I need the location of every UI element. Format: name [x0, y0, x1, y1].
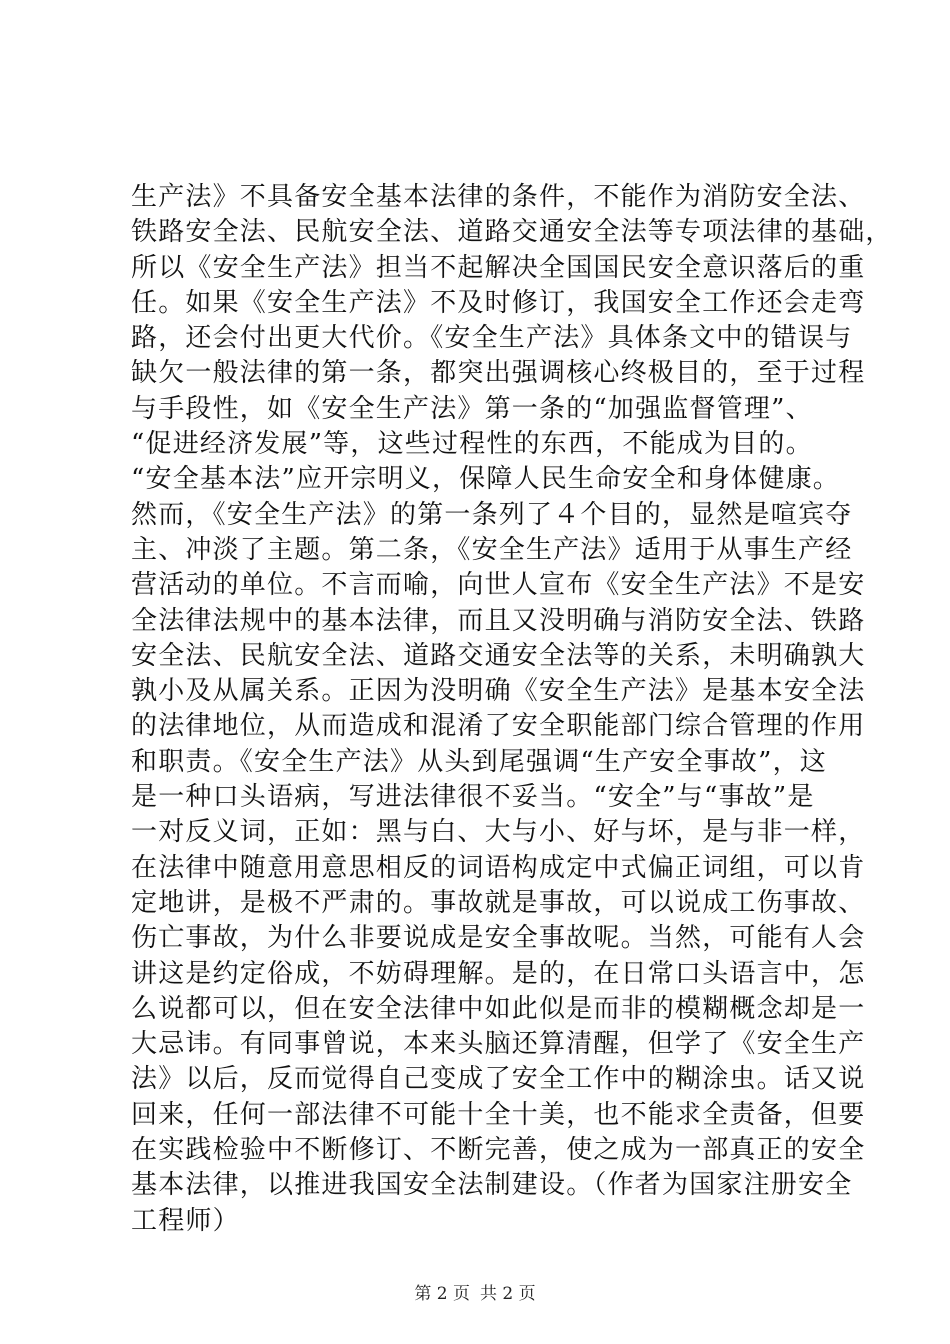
text-line: 讲这是约定俗成，不妨碍理解。是的，在日常口头语言中，怎: [131, 958, 866, 989]
text-line: “促进经济发展”等，这些过程性的东西，不能成为目的。: [131, 429, 813, 460]
text-line: 生产法》不具备安全基本法律的条件，不能作为消防安全法、: [131, 182, 866, 212]
text-line: “安全基本法”应开宗明义，保障人民生命安全和身体健康。: [131, 464, 840, 495]
text-line: 路，还会付出更大代价。《安全生产法》具体条文中的错误与: [131, 323, 853, 354]
body-text: [131, 180, 893, 1239]
text-line: 大忌讳。有同事曾说，本来头脑还算清醒，但学了《安全生产: [131, 1029, 866, 1060]
text-line: 安全法、民航安全法、道路交通安全法等的关系，未明确孰大: [131, 640, 866, 671]
text-line: 主、冲淡了主题。第二条，《安全生产法》适用于从事生产经: [131, 534, 853, 565]
text-line: 所以《安全生产法》担当不起解决全国国民安全意识落后的重: [131, 252, 866, 283]
text-line: 基本法律，以推进我国安全法制建设。（作者为国家注册安全: [131, 1170, 853, 1201]
text-line: 回来，任何一部法律不可能十全十美，也不能求全责备，但要: [131, 1099, 866, 1130]
text-line: 法》以后，反而觉得自己变成了安全工作中的糊涂虫。话又说: [131, 1064, 866, 1095]
text-line: 的法律地位，从而造成和混淆了安全职能部门综合管理的作用: [131, 711, 866, 742]
text-line: 工程师）: [131, 1205, 240, 1236]
text-line: 与手段性，如《安全生产法》第一条的“加强监督管理”、: [131, 393, 813, 424]
text-line: 铁路安全法、民航安全法、道路交通安全法等专项法律的基础，: [131, 217, 893, 248]
page-footer: [0, 1283, 950, 1305]
text-line: 定地讲，是极不严肃的。事故就是事故，可以说成工伤事故、: [131, 887, 866, 918]
text-line: 在法律中随意用意思相反的词语构成定中式偏正词组，可以肯: [131, 852, 866, 883]
text-line: 然而，《安全生产法》的第一条列了４个目的，显然是喧宾夺: [131, 499, 853, 530]
text-line: 任。如果《安全生产法》不及时修订，我国安全工作还会走弯: [131, 287, 866, 318]
text-line: 是一种口头语病，写进法律很不妥当。“安全”与“事故”是: [131, 782, 815, 813]
text-line: 孰小及从属关系。正因为没明确《安全生产法》是基本安全法: [131, 676, 866, 707]
text-line: 全法律法规中的基本法律，而且又没明确与消防安全法、铁路: [131, 605, 866, 636]
text-line: 缺欠一般法律的第一条，都突出强调核心终极目的，至于过程: [131, 358, 866, 389]
text-line: 伤亡事故，为什么非要说成是安全事故呢。当然，可能有人会: [131, 923, 866, 954]
page-total: 共 2 页: [480, 1284, 536, 1304]
page-number: 第 2 页: [414, 1284, 470, 1304]
text-line: 一对反义词，正如：黑与白、大与小、好与坏，是与非一样，: [131, 817, 866, 848]
text-line: 营活动的单位。不言而喻，向世人宣布《安全生产法》不是安: [131, 570, 866, 601]
text-line: 在实践检验中不断修订、不断完善，使之成为一部真正的安全: [131, 1135, 866, 1166]
text-line: 和职责。《安全生产法》从头到尾强调“生产安全事故”，这: [131, 746, 827, 777]
text-line: 么说都可以，但在安全法律中如此似是而非的模糊概念却是一: [131, 993, 866, 1024]
